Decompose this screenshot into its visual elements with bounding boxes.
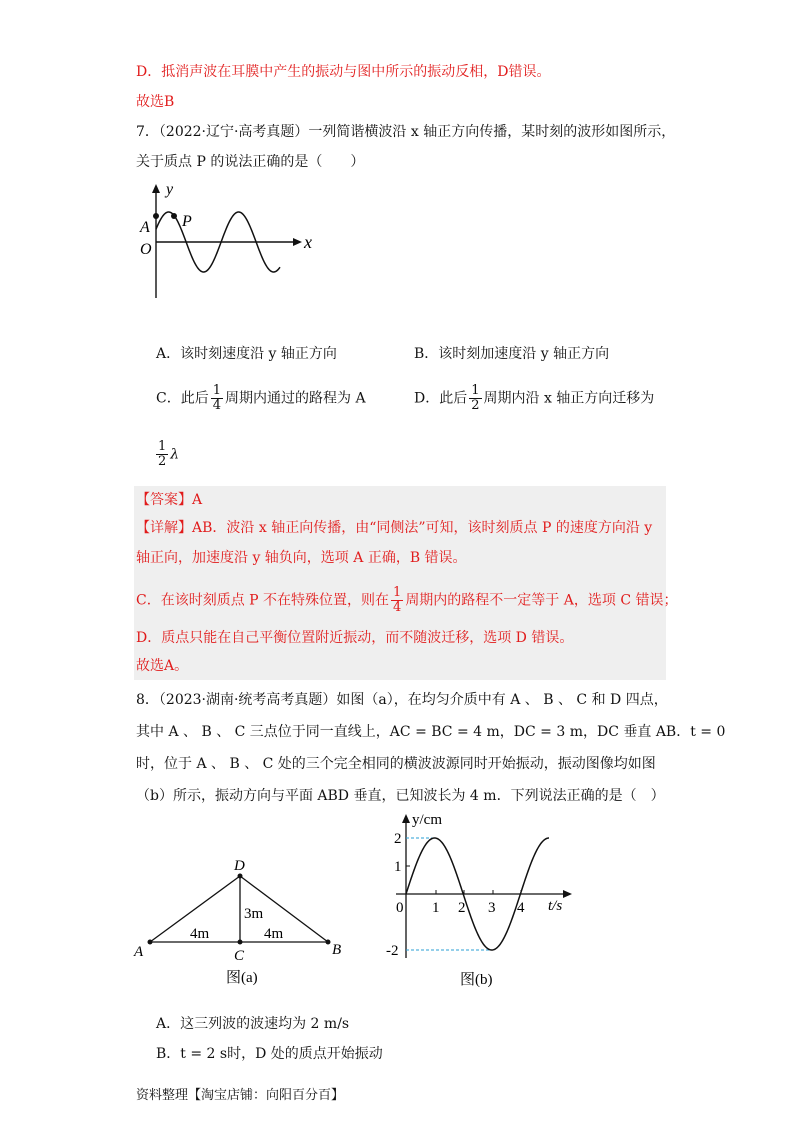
q7-detail-line2: 轴正向，加速度沿 y 轴负向，选项 A 正确，B 错误。: [136, 550, 467, 566]
q7-option-d-cont-fraction: [156, 440, 168, 469]
q7-detail-c: [136, 586, 677, 615]
q8b-xtick-3: 3: [488, 900, 496, 916]
q7-option-d-cont-num: 1: [158, 439, 167, 454]
q8-point-c: [238, 940, 243, 945]
q7-option-c-pre: C．此后: [156, 390, 209, 407]
q6-option-d-explanation: D．抵消声波在耳膜中产生的振动与图中所示的振动反相，D错误。: [136, 64, 551, 80]
q7-answer-label: 【答案】A: [136, 492, 203, 508]
q7-point-a: [153, 213, 159, 219]
q8-option-b: B．t = 2 s时，D 处的质点开始振动: [156, 1046, 383, 1062]
q8b-xtick-4: 4: [517, 900, 525, 916]
q7-option-d-den: 2: [471, 398, 480, 413]
q7-detail-c-pre: C．在该时刻质点 P 不在特殊位置，则在: [136, 592, 390, 609]
q8-figure-b: [366, 806, 576, 990]
q7-option-d-cont-den: 2: [158, 454, 167, 469]
q8-point-d: [238, 874, 243, 879]
q8-label-a: A: [134, 944, 144, 960]
q7-p-label: P: [182, 213, 192, 230]
q7-option-d-pre: D．此后: [414, 390, 468, 407]
q6-pick: 故选B: [136, 94, 175, 110]
q8b-xtick-1: 1: [432, 900, 440, 916]
q8b-t-label: t/s: [548, 898, 563, 914]
q8b-caption: 图(b): [460, 972, 493, 988]
q8b-ytick-1: 1: [394, 859, 402, 875]
q7-detail-line1: 【详解】AB．波沿 x 轴正向传播，由“同侧法”可知，该时刻质点 P 的速度方向沿 y: [136, 520, 653, 536]
q8-len-ac: 4m: [190, 926, 210, 942]
q8b-ytick-2: 2: [394, 831, 402, 847]
q7-y-label: y: [166, 181, 174, 198]
q8b-y-label: y/cm: [412, 812, 442, 828]
q8-label-d: D: [234, 858, 245, 874]
q7-stem-line1: 7．（2022·辽宁·高考真题）一列简谐横波沿 x 轴正方向传播，某时刻的波形如图所示，: [136, 124, 676, 140]
q7-y-arrow: [152, 184, 160, 193]
q7-option-c-fraction: [211, 384, 223, 413]
q7-option-c-post: 周期内通过的路程为 A: [225, 390, 366, 407]
q7-option-a: A．该时刻速度沿 y 轴正方向: [156, 346, 337, 362]
q8-stem-line2: 其中 A 、 B 、 C 三点位于同一直线上，AC = BC = 4 m，DC = 3 m，DC 垂直 AB．t = 0: [136, 724, 726, 740]
q7-wave-figure: [130, 180, 320, 310]
q8b-xtick-2: 2: [458, 900, 466, 916]
q8-stem-line1: 8．（2023·湖南·统考高考真题）如图（a），在均匀介质中有 A 、 B 、 C 和 D 四点，: [136, 692, 668, 708]
q7-stem-line2: 关于质点 P 的说法正确的是（ ）: [136, 154, 365, 170]
q7-detail-c-den: 4: [393, 600, 402, 615]
q7-pick: 故选A。: [136, 658, 189, 674]
q7-x-label: x: [304, 232, 312, 252]
q8-point-b: [326, 940, 331, 945]
q8-caption-a: 图(a): [226, 970, 258, 986]
q7-option-d-lambda: λ: [170, 446, 180, 463]
q7-option-d: [414, 384, 654, 413]
page-footer: 资料整理【淘宝店铺：向阳百分百】: [136, 1088, 345, 1103]
q8b-y-arrow: [402, 814, 410, 823]
q7-x-arrow: [293, 238, 302, 246]
q8-label-b: B: [332, 942, 342, 958]
q8b-t-arrow: [563, 890, 572, 898]
q7-option-d-post: 周期内沿 x 轴正方向迁移为: [483, 390, 655, 407]
q7-origin-label: O: [140, 241, 152, 258]
q7-detail-c-num: 1: [393, 585, 402, 600]
q8b-xtick-0: 0: [396, 900, 404, 916]
q8-len-cb: 4m: [264, 926, 284, 942]
q7-option-d-continued: [154, 440, 179, 469]
q7-option-b: B．该时刻加速度沿 y 轴正方向: [414, 346, 610, 362]
q7-detail-d: D．质点只能在自己平衡位置附近振动，而不随波迁移，选项 D 错误。: [136, 630, 574, 646]
q7-option-d-fraction: [469, 384, 481, 413]
q7-answer-box: [134, 486, 666, 680]
q8b-ytick-neg2: -2: [386, 943, 399, 959]
q7-option-c-num: 1: [212, 383, 221, 398]
q8-label-c: C: [234, 948, 245, 964]
q7-detail-c-post: 周期内的路程不一定等于 A，选项 C 错误；: [405, 592, 678, 609]
q7-a-label: A: [140, 219, 150, 236]
q8-figure-a: [128, 852, 358, 990]
q8-len-dc: 3m: [244, 906, 264, 922]
q7-detail-c-fraction: [391, 586, 403, 615]
q7-option-d-num: 1: [471, 383, 480, 398]
q8-option-a: A．这三列波的波速均为 2 m/s: [156, 1016, 350, 1032]
q8-stem-line3: 时，位于 A 、 B 、 C 处的三个完全相同的横波波源同时开始振动，振动图像均如图: [136, 756, 656, 772]
q7-option-c-den: 4: [212, 398, 221, 413]
q7-point-p: [171, 213, 177, 219]
q8-stem-line4: （b）所示，振动方向与平面 ABD 垂直，已知波长为 4 m．下列说法正确的是（ ）: [136, 788, 665, 804]
q8-point-a: [148, 940, 153, 945]
q7-option-c: [156, 384, 366, 413]
